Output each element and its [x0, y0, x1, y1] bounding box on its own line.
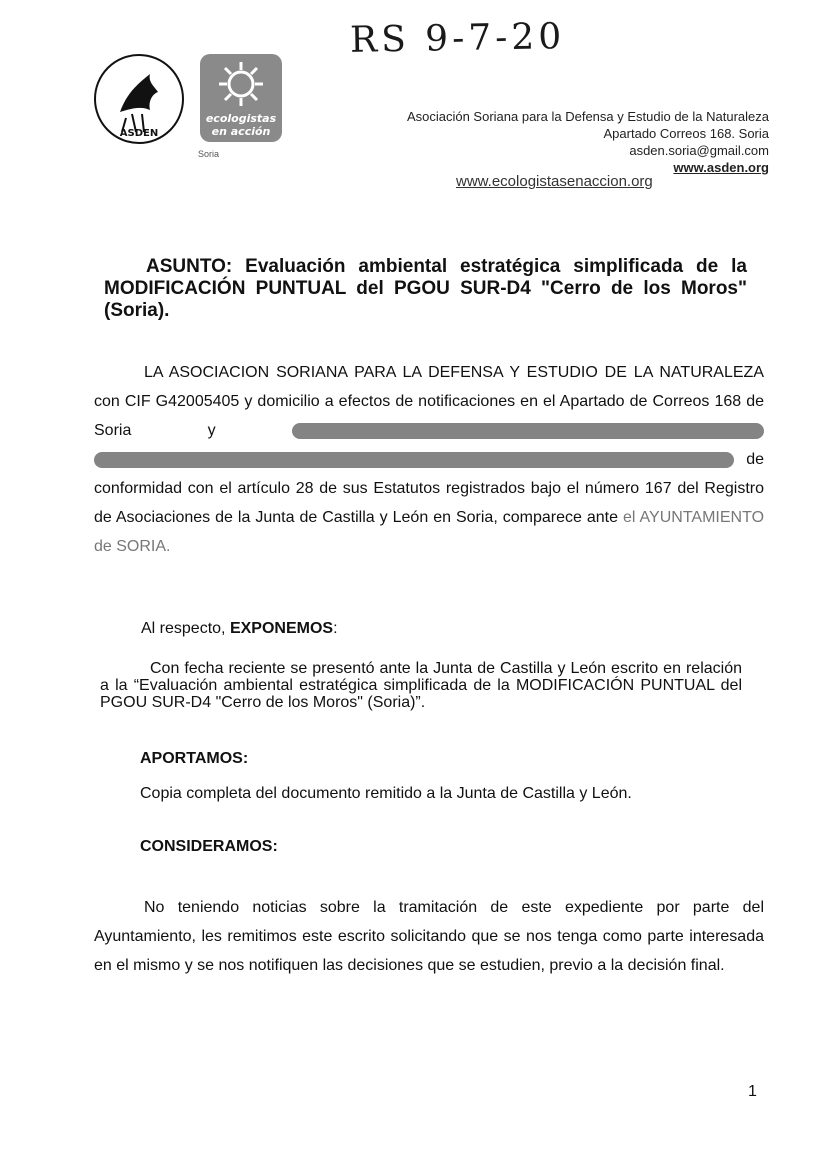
redacted-block	[292, 423, 764, 439]
subject-label: ASUNTO:	[146, 256, 233, 277]
asden-logo-text: ASDEN	[119, 128, 159, 139]
intro-part3: el AYUNTAMIENTO de SORIA.	[94, 509, 765, 555]
handwritten-registry-note: RS 9-7-20	[349, 16, 566, 61]
contact-website: www.asden.org	[673, 160, 769, 175]
exponemos-title: EXPONEMOS	[229, 620, 334, 637]
subject-heading	[104, 256, 747, 322]
contact-organization: Asociación Soriana para la Defensa y Estudio de la Naturaleza	[406, 109, 769, 124]
consideramos-heading: CONSIDERAMOS:	[140, 838, 278, 855]
intro-part2: de conformidad con el artículo 28 de sus Estatutos registrados bajo el número 167 del Registro de Asociaciones de la Junta de Castilla y León en Soria, comparece ante	[94, 451, 764, 526]
exponemos-lead: Al respecto,	[141, 620, 226, 637]
intro-paragraph	[94, 358, 764, 561]
subject-text: Evaluación ambiental estratégica simplificada de la MODIFICACIÓN PUNTUAL del PGOU SUR-D4 "Cerro de los Moros" (Soria).	[104, 256, 747, 321]
ecologistas-logo-sub: Soria	[198, 149, 220, 159]
asden-logo	[92, 52, 186, 146]
contact-website-secondary: www.ecologistasenaccion.org	[456, 173, 653, 190]
exponemos-text: Con fecha reciente se presentó ante la Junta de Castilla y León escrito en relación a la “Evaluación ambiental estratégica simplificada de la MODIFICACIÓN PUNTUAL del PGOU SUR-D4 "Cerro de los Moros" (Soria)”.	[100, 660, 742, 711]
page-number: 1	[748, 1083, 757, 1100]
ecologistas-logo	[198, 52, 284, 159]
redacted-block	[94, 452, 734, 468]
contact-address: Apartado Correos 168. Soria	[603, 126, 769, 141]
contact-email: asden.soria@gmail.com	[629, 143, 769, 158]
exponemos-heading	[141, 620, 338, 638]
contact-block	[407, 108, 769, 176]
aportamos-heading: APORTAMOS:	[140, 750, 249, 767]
consideramos-text: No teniendo noticias sobre la tramitación de este expediente por parte del Ayuntamiento, les remitimos este escrito solicitando que se nos tenga como parte interesada en el mismo y se nos notifiquen las decisiones que se estudien, previo a la decisión final.	[94, 899, 764, 974]
ecologistas-logo-line2: en acción	[211, 125, 271, 138]
aportamos-text: Copia completa del documento remitido a la Junta de Castilla y León.	[140, 785, 632, 802]
exponemos-colon: :	[333, 620, 338, 637]
ecologistas-logo-line1: ecologistas	[205, 112, 277, 125]
intro-part1: LA ASOCIACION SORIANA PARA LA DEFENSA Y ESTUDIO DE LA NATURALEZA con CIF G42005405 y domicilio a efectos de notificaciones en el Apartado de Correos 168 de Soria y	[94, 364, 764, 439]
